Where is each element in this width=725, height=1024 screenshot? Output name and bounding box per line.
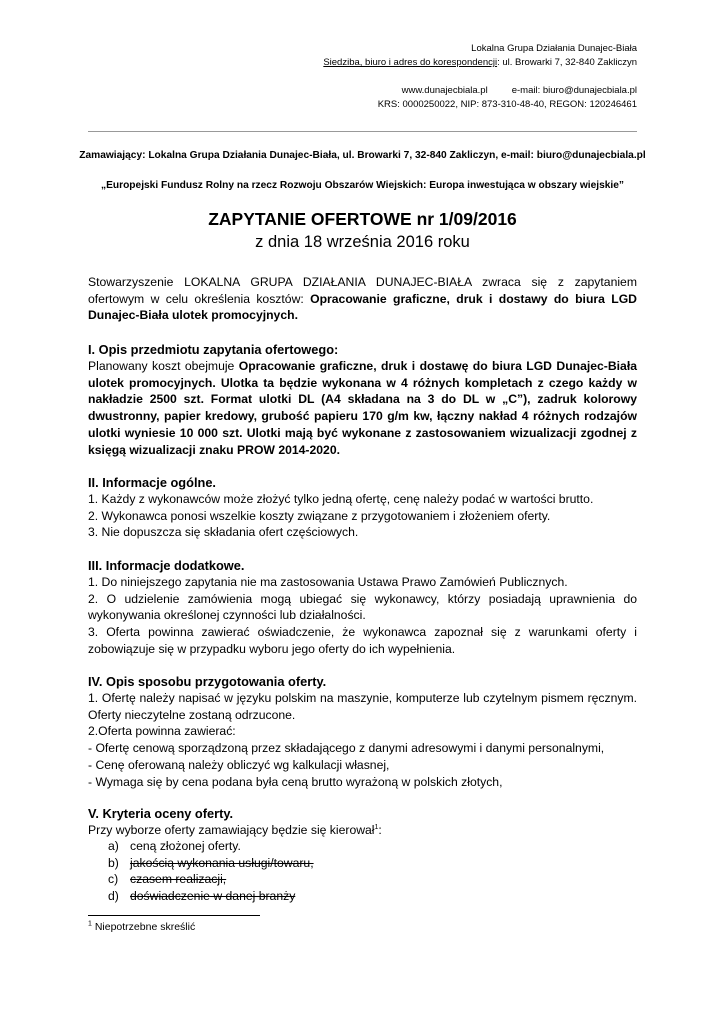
section-1-bold: Opracowanie graficzne, druk i dostawę do biura LGD Dunajec-Biała ulotek promocyjnych. Ulotka ta będzie wykonana w 4 różnych kompletach z czego każdy w nakładzie 2500 szt. Format ulotki DL (A4 składana na 3 do DL w „C”), zadruk kolorowy dwustronny, papier kredowy, grubość papieru 170 g/m kw, łączny nakład 4 różnych rodzajów ulotki wyniesie 10 000 szt. Ulotki mają być wykonane z zastosowaniem wizualizacji zgodnej z księgą wizualizacji znaku PROW 2014-2020. bbox=[88, 359, 637, 457]
footnote-reference[interactable]: 1 bbox=[374, 823, 379, 831]
ordering-party: Zamawiający: Lokalna Grupa Działania Dunajec-Biała, ul. Browarki 7, 32-840 Zakliczyn, e-mail: biuro@dunajecbiala.pl bbox=[79, 150, 646, 161]
section-4-heading: IV. Opis sposobu przygotowania oferty. bbox=[88, 674, 327, 689]
section-2-item: 2. Wykonawca ponosi wszelkie koszty związane z przygotowaniem i złożeniem oferty. bbox=[88, 508, 551, 523]
section-4-item: - Wymaga się by cena podana była ceną brutto wyrażoną w polskich złotych, bbox=[88, 774, 503, 789]
intro-text: Stowarzyszenie LOKALNA GRUPA DZIAŁANIA DUNAJEC-BIAŁA zwraca się z zapytaniem ofertowym w celu określenia kosztów: bbox=[88, 275, 637, 306]
header-divider bbox=[88, 131, 637, 132]
criteria-text: jakością wykonania usługi/towaru, bbox=[130, 855, 314, 870]
section-5-intro-text: Przy wyborze oferty zamawiający będzie się kierował bbox=[88, 823, 375, 837]
section-5-intro bbox=[88, 822, 637, 839]
intro-bold: Opracowanie graficzne, druk i dostawy do biura LGD Dunajec-Biała ulotek promocyjnych. bbox=[88, 291, 637, 323]
section-3 bbox=[88, 557, 637, 658]
section-5-heading: V. Kryteria oceny oferty. bbox=[88, 806, 234, 821]
letterhead bbox=[323, 42, 637, 70]
letterhead-contact bbox=[378, 84, 637, 112]
section-4 bbox=[88, 673, 637, 790]
document-date: z dnia 18 września 2016 roku bbox=[255, 233, 470, 251]
contact-line bbox=[378, 84, 637, 98]
website-link[interactable]: www.dunajecbiala.pl bbox=[401, 85, 488, 96]
footnote-number: 1 bbox=[88, 920, 92, 928]
address-value: : ul. Browarki 7, 32-840 Zakliczyn bbox=[497, 57, 637, 68]
registry-info: KRS: 0000250022, NIP: 873-310-48-40, REGON: 120246461 bbox=[377, 99, 637, 110]
criteria-marker: c) bbox=[108, 872, 119, 887]
section-1-heading: I. Opis przedmiotu zapytania ofertowego: bbox=[88, 342, 339, 357]
section-5 bbox=[88, 805, 637, 839]
section-3-heading: III. Informacje dodatkowe. bbox=[88, 558, 245, 573]
footnote bbox=[88, 921, 195, 933]
criteria-text: doświadczenie w danej branży bbox=[130, 889, 296, 904]
criteria-text: ceną złożonej oferty. bbox=[130, 839, 241, 853]
criteria-item-struck bbox=[108, 888, 314, 905]
footnote-text: Niepotrzebne skreślić bbox=[91, 921, 196, 933]
program-name: „Europejski Fundusz Rolny na rzecz Rozwoju Obszarów Wiejskich: Europa inwestująca w obszary wiejskie” bbox=[101, 180, 624, 191]
section-3-item: 3. Oferta powinna zawierać oświadczenie, że wykonawca zapoznał się z warunkami oferty i zobowiązuje się w przypadku wyboru jego oferty do ich wypełnienia. bbox=[88, 625, 637, 656]
email-link[interactable]: e-mail: biuro@dunajecbiala.pl bbox=[511, 85, 637, 96]
section-3-item: 1. Do niniejszego zapytania nie ma zastosowania Ustawa Prawo Zamówień Publicznych. bbox=[88, 575, 568, 589]
section-2-item: 1. Każdy z wykonawców może złożyć tylko jedną ofertę, cenę należy podać w wartości brutto. bbox=[88, 492, 594, 506]
section-2-item: 3. Nie dopuszcza się składania ofert częściowych. bbox=[88, 525, 359, 540]
address-label: Siedziba, biuro i adres do korespondencji bbox=[323, 57, 498, 68]
document-title: ZAPYTANIE OFERTOWE nr 1/09/2016 bbox=[208, 209, 517, 229]
criteria-list bbox=[108, 838, 314, 905]
section-3-item: 2. O udzielenie zamówienia mogą ubiegać się wykonawcy, którzy posiadają uprawnienia do wykonywania określonej czynności lub działalności. bbox=[88, 591, 637, 623]
org-address bbox=[323, 56, 637, 70]
section-1 bbox=[88, 341, 637, 458]
criteria-marker: a) bbox=[108, 839, 119, 853]
criteria-item-struck bbox=[108, 855, 314, 872]
section-4-item: - Cenę oferowaną należy obliczyć wg kalkulacji własnej, bbox=[88, 757, 390, 772]
section-2-heading: II. Informacje ogólne. bbox=[88, 475, 216, 490]
org-name: Lokalna Grupa Działania Dunajec-Biała bbox=[471, 43, 637, 54]
criteria-text: czasem realizacji, bbox=[130, 872, 227, 887]
section-4-item: - Ofertę cenową sporządzoną przez składającego z danymi adresowymi i danymi personalnymi, bbox=[88, 741, 605, 756]
footnote-divider bbox=[88, 915, 260, 916]
criteria-item bbox=[108, 838, 314, 855]
section-1-body bbox=[88, 358, 637, 458]
section-5-intro-end: : bbox=[378, 823, 382, 837]
section-1-text: Planowany koszt obejmuje bbox=[88, 359, 239, 373]
intro-paragraph bbox=[88, 274, 637, 324]
criteria-marker: d) bbox=[108, 889, 119, 904]
criteria-item-struck bbox=[108, 871, 314, 888]
criteria-marker: b) bbox=[108, 855, 119, 870]
section-2 bbox=[88, 474, 637, 541]
section-4-item: 2.Oferta powinna zawierać: bbox=[88, 724, 236, 739]
section-4-item: 1. Ofertę należy napisać w języku polskim na maszynie, komputerze lub czytelnym pismem ręcznym. Oferty nieczytelne zostaną odrzucone. bbox=[88, 691, 637, 722]
